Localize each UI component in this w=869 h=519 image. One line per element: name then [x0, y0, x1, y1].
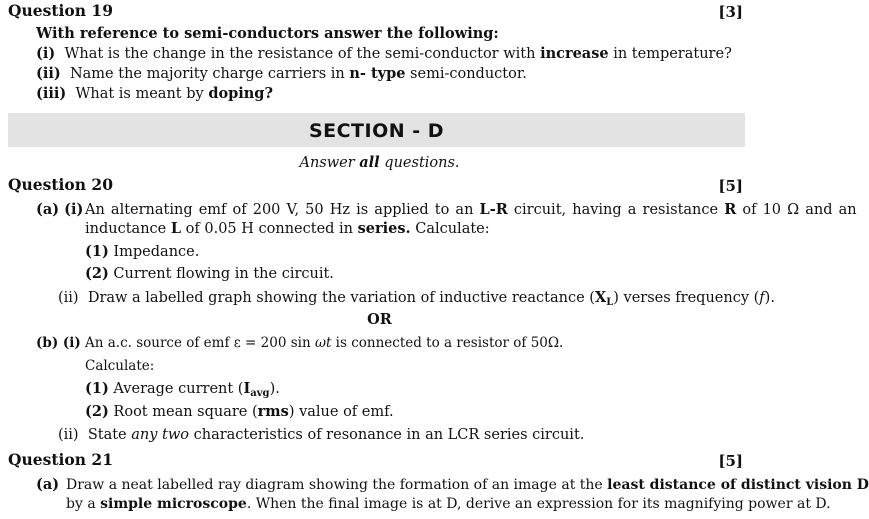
q19-ii-post: semi-conductor. [405, 66, 527, 82]
instruction-pre: Answer [299, 155, 360, 171]
q20-a-2 [85, 265, 334, 283]
q21-l2-pre: by a [66, 496, 101, 512]
q21-l2-bold: simple microscope [100, 496, 247, 512]
section-title: SECTION - D [308, 120, 445, 142]
q20-a2-bold2: series. [357, 220, 411, 237]
q20-b-ii-italic: any two [131, 427, 190, 443]
q21-l1-pre: Draw a neat labelled ray diagram showing the formation of an image at the [66, 477, 608, 493]
q20-a-ii-label: (ii) [58, 290, 79, 306]
q19-i-bold: increase [540, 45, 609, 62]
q19-part-i [36, 45, 732, 63]
q20-a-1 [85, 243, 199, 261]
q20-a2-pre: inductance [85, 221, 171, 237]
q20-a-ii-pre: Draw a labelled graph showing the variation of inductive reactance ( [87, 290, 595, 306]
q20-b-ii-pre: State [87, 427, 132, 443]
question-20-marks: [5] [718, 177, 743, 195]
q20-a1-pre: An alternating emf of 200 V, 50 Hz is applied to an [85, 202, 480, 218]
q20-b-1 [85, 380, 280, 398]
q20-a-i-label [36, 201, 83, 219]
q20-a1-mid: circuit, having a resistance [507, 202, 725, 218]
q20-a-label: (a) (i) [36, 201, 84, 218]
q21-a-line1 [66, 476, 869, 494]
q20-b-1-bold: I [243, 380, 251, 397]
q20-b-2-label: (2) [85, 403, 109, 420]
q20-b1-post: is connected to a resistor of 50Ω. [331, 335, 564, 351]
q20-a2-post: Calculate: [410, 221, 490, 237]
question-21-title: Question 21 [8, 450, 113, 469]
or-separator: OR [367, 311, 392, 328]
q20-b-ii-post: characteristics of resonance in an LCR series circuit. [189, 427, 585, 443]
q20-b-calculate: Calculate: [85, 358, 155, 374]
q20-a-i-line2 [85, 220, 490, 238]
q19-ii-text: Name the majority charge carriers in [69, 66, 350, 82]
q21-l1-bold: least distance of distinct vision D [607, 477, 869, 493]
section-instruction [0, 154, 759, 172]
q20-b-label: (b) (i) [36, 335, 81, 351]
q21-a-label [36, 476, 59, 494]
q19-iii-text: What is meant by [75, 86, 209, 102]
instruction-bold: all [359, 154, 380, 171]
section-d-banner [8, 113, 745, 147]
q20-a-ii-post: ). [764, 290, 775, 306]
question-21-marks: [5] [718, 452, 743, 470]
q20-b-2-bold: rms [257, 403, 289, 420]
q20-a-ii-italic: f [759, 290, 765, 306]
q20-b-1-pre: Average current ( [113, 381, 244, 397]
q19-ii-label: (ii) [36, 65, 61, 82]
q20-a-1-label: (1) [85, 243, 109, 260]
q20-a-1-text: Impedance. [113, 244, 200, 260]
q20-b-ii [58, 426, 584, 444]
instruction-post: questions. [379, 155, 460, 171]
q20-a2-bold1: L [170, 220, 182, 237]
q20-b-2-pre: Root mean square ( [113, 404, 258, 420]
q20-b-1-sub: avg [250, 388, 270, 399]
q21-a-line2 [66, 495, 831, 513]
q20-a2-mid: of 0.05 H connected in [181, 221, 358, 237]
q20-b-2-post: ) value of emf. [288, 404, 394, 420]
question-20-title: Question 20 [8, 175, 113, 194]
q20-a-i-line1 [85, 201, 857, 219]
q21-a-label-text: (a) [36, 476, 60, 493]
q20-b-ii-label: (ii) [58, 427, 79, 443]
q20-b-2 [85, 403, 394, 421]
q21-l2-post: . When the final image is at D, derive an expression for its magnifying power at D. [246, 496, 831, 512]
q20-a1-post: of 10 Ω and an [736, 202, 857, 218]
q20-a-ii [58, 289, 775, 307]
q20-b1-italic: ωt [314, 335, 332, 351]
q19-i-label: (i) [36, 45, 56, 62]
q20-a-2-text: Current flowing in the circuit. [113, 266, 334, 282]
q20-b1-pre: An a.c. source of emf ε = 200 sin [85, 335, 315, 351]
q19-part-ii [36, 65, 527, 83]
q20-a-ii-sub: L [606, 297, 614, 308]
question-19-title: Question 19 [8, 1, 113, 20]
q20-a1-bold1: L-R [479, 201, 508, 218]
question-19-marks: [3] [718, 3, 743, 21]
q20-a1-bold2: R [724, 201, 737, 218]
q20-b-1-label: (1) [85, 380, 109, 397]
q20-a-2-label: (2) [85, 265, 109, 282]
q20-a-ii-bold: X [594, 289, 607, 306]
q19-i-post: in temperature? [608, 46, 732, 62]
q19-ii-bold: n- type [349, 65, 406, 82]
q19-iii-label: (iii) [36, 85, 67, 102]
q19-intro: With reference to semi-conductors answer the following: [36, 25, 499, 42]
q19-i-text: What is the change in the resistance of the semi-conductor with [64, 46, 541, 62]
q20-b-i-label [36, 334, 81, 352]
q20-b-1-post: ). [269, 381, 280, 397]
q19-part-iii [36, 85, 273, 103]
q20-a-ii-mid: ) verses frequency ( [613, 290, 760, 306]
q19-iii-bold: doping? [208, 85, 273, 102]
q20-b-i [85, 334, 563, 352]
